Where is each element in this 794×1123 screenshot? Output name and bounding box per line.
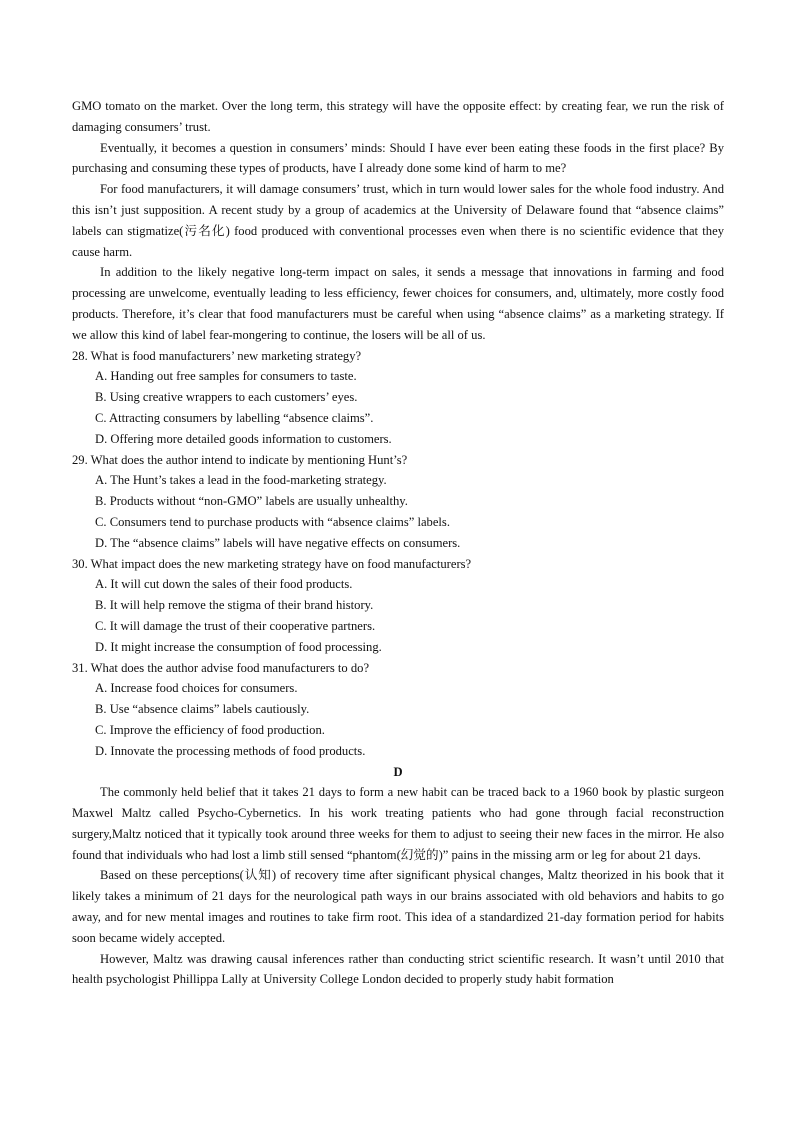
answer-option: D. Innovate the processing methods of food products.	[95, 743, 366, 758]
answer-option: A. It will cut down the sales of their food products.	[95, 577, 353, 592]
question-stem: 30. What impact does the new marketing strategy have on food manufacturers?	[72, 556, 472, 571]
passage-paragraph: Eventually, it becomes a question in consumers’ minds: Should I have ever been eating these foods in the first place? By purchasing and consuming these types of products, have I already done some kind of harm to me?	[72, 140, 724, 176]
answer-option: B. Products without “non-GMO” labels are usually unhealthy.	[95, 494, 408, 509]
question-31	[72, 658, 724, 762]
question-stem: 28. What is food manufacturers’ new marketing strategy?	[72, 348, 362, 363]
answer-option: A. The Hunt’s takes a lead in the food-marketing strategy.	[95, 473, 387, 488]
exam-page	[72, 96, 724, 990]
passage-paragraph: However, Maltz was drawing causal inferences rather than conducting strict scientific research. It wasn’t until 2010 that health psychologist Phillippa Lally at University College London decided to properly study habit formation	[72, 951, 724, 987]
answer-option: D. The “absence claims” labels will have negative effects on consumers.	[95, 535, 461, 550]
answer-option: D. It might increase the consumption of food processing.	[95, 639, 382, 654]
answer-option: B. It will help remove the stigma of their brand history.	[95, 598, 374, 613]
answer-option: C. Improve the efficiency of food production.	[95, 722, 325, 737]
section-heading: D	[393, 764, 403, 779]
answer-option: C. Attracting consumers by labelling “absence claims”.	[95, 410, 374, 425]
answer-option: B. Using creative wrappers to each customers’ eyes.	[95, 390, 358, 405]
question-stem: 29. What does the author intend to indicate by mentioning Hunt’s?	[72, 452, 408, 467]
answer-option: A. Increase food choices for consumers.	[95, 681, 298, 696]
question-stem: 31. What does the author advise food manufacturers to do?	[72, 660, 370, 675]
passage-paragraph: Based on these perceptions(认知) of recovery time after significant physical changes, Maltz theorized in his book that it likely takes a minimum of 21 days for the neurological path ways in our brains associated with old behaviors and habits to go away, and for new mental images and routines to take firm root. This idea of a standardized 21-day formation period for habits soon became widely accepted.	[72, 868, 724, 945]
question-29	[72, 450, 724, 554]
question-28	[72, 346, 724, 450]
passage-paragraph: For food manufacturers, it will damage consumers’ trust, which in turn would lower sales for the whole food industry. And this isn’t just supposition. A recent study by a group of academics at the University of Delaware found that “absence claims” labels can stigmatize(污名化) food produced with conventional processes even when there is no scientific evidence that they cause harm.	[72, 182, 724, 259]
passage-paragraph: The commonly held belief that it takes 21 days to form a new habit can be traced back to a 1960 book by plastic surgeon Maxwel Maltz called Psycho-Cybernetics. In his work treating patients who had gone through facial reconstruction surgery,Maltz noticed that it typically took around three weeks for them to adjust to seeing their new faces in the mirror. He also found that individuals who had lost a limb still sensed “phantom(幻觉的)” pains in the missing arm or leg for about 21 days.	[72, 785, 724, 862]
answer-option: A. Handing out free samples for consumers to taste.	[95, 369, 357, 384]
answer-option: D. Offering more detailed goods information to customers.	[95, 431, 392, 446]
passage-paragraph: GMO tomato on the market. Over the long term, this strategy will have the opposite effect: by creating fear, we run the risk of damaging consumers’ trust.	[72, 99, 724, 134]
answer-option: B. Use “absence claims” labels cautiously.	[95, 702, 310, 717]
passage-paragraph: In addition to the likely negative long-term impact on sales, it sends a message that innovations in farming and food processing are unwelcome, eventually leading to less efficiency, fewer choices for consumers, and, ultimately, more costly food products. Therefore, it’s clear that food manufacturers must be careful when using “absence claims” as a marketing strategy. If we allow this kind of label fear-mongering to continue, the losers will be all of us.	[72, 265, 724, 342]
answer-option: C. It will damage the trust of their cooperative partners.	[95, 618, 376, 633]
question-30	[72, 554, 724, 658]
answer-option: C. Consumers tend to purchase products with “absence claims” labels.	[95, 514, 450, 529]
